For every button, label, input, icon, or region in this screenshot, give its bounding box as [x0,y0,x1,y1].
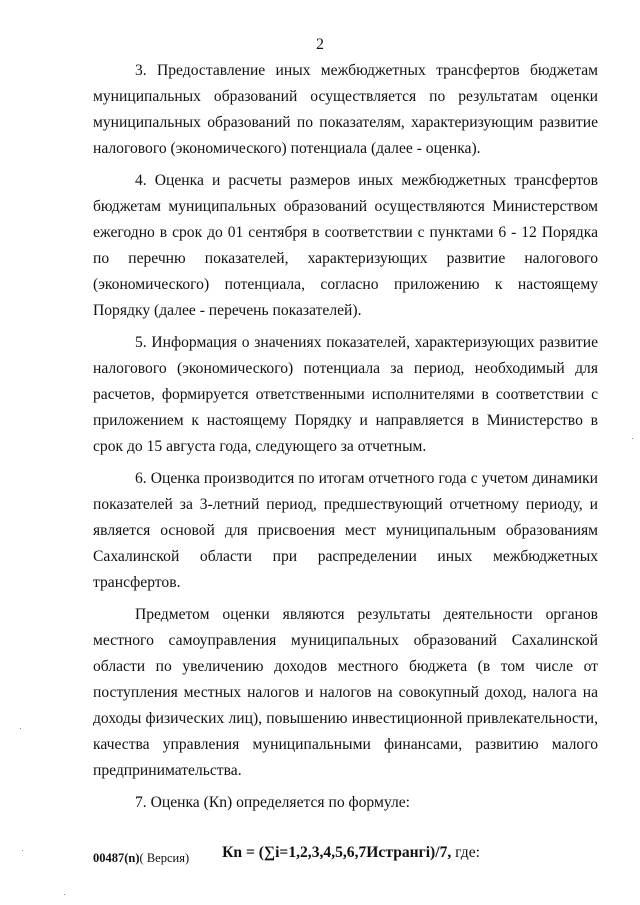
scan-speck [20,728,21,729]
footer [93,851,189,866]
scan-speck [64,894,65,895]
formula-lhs: Кn [222,844,243,861]
paragraph-3: 3. Предоставление иных межбюджетных трансфертов бюджетам муниципальных образований осуществляется по результатам оценки муниципальных образований по показателям, характеризующим развитие налогового (экономического) потенциала (далее - оценка). [93,62,598,157]
page-number: 2 [316,36,324,53]
paragraph-6: 6. Оценка производится по итогам отчетного года с учетом динамики показателей за 3-летний период, предшествующий отчетному периоду, и является основой для присвоения мест муниципальным образованиям Сахалинской области при распределении иных межбюджетных трансфертов. [93,470,598,591]
formula-tail: где: [451,844,480,861]
document-body [93,58,598,866]
paragraph-subject: Предметом оценки являются результаты деятельности органов местного самоуправления муниципальных образований Сахалинской области по увеличению доходов местного бюджета (в том числе от поступления местных налогов и налогов на совокупный доход, налога на доходы физических лиц), повышению инвестиционной привлекательности, качества управления муниципальными финансами, развитию малого предпринимательства. [93,606,598,779]
document-code: 00487(n) [93,851,140,865]
paragraph-5: 5. Информация о значениях показателей, характеризующих развитие налогового (экономического) потенциала за период, необходимый для расчетов, формируется ответственными исполнителями в соответствии с приложением к настоящему Порядку и направляется в Министерство в срок до 15 августа года, следующего за отчетным. [93,334,598,455]
paragraph-4: 4. Оценка и расчеты размеров иных межбюджетных трансфертов бюджетам муниципальных образований осуществляются Министерством ежегодно в срок до 01 сентября в соответствии с пунктами 6 - 12 Порядка по перечню показателей, характеризующих развитие налогового (экономического) потенциала, согласно приложению к настоящему Порядку (далее - перечень показателей). [93,172,598,319]
document-version: ( Версия) [139,851,190,865]
scan-speck [22,850,23,851]
formula-body: = (∑i=1,2,3,4,5,6,7Истрангi)/7, [242,844,452,861]
paragraph-7: 7. Оценка (Кn) определяется по формуле: [135,794,411,811]
scan-speck [632,438,633,439]
